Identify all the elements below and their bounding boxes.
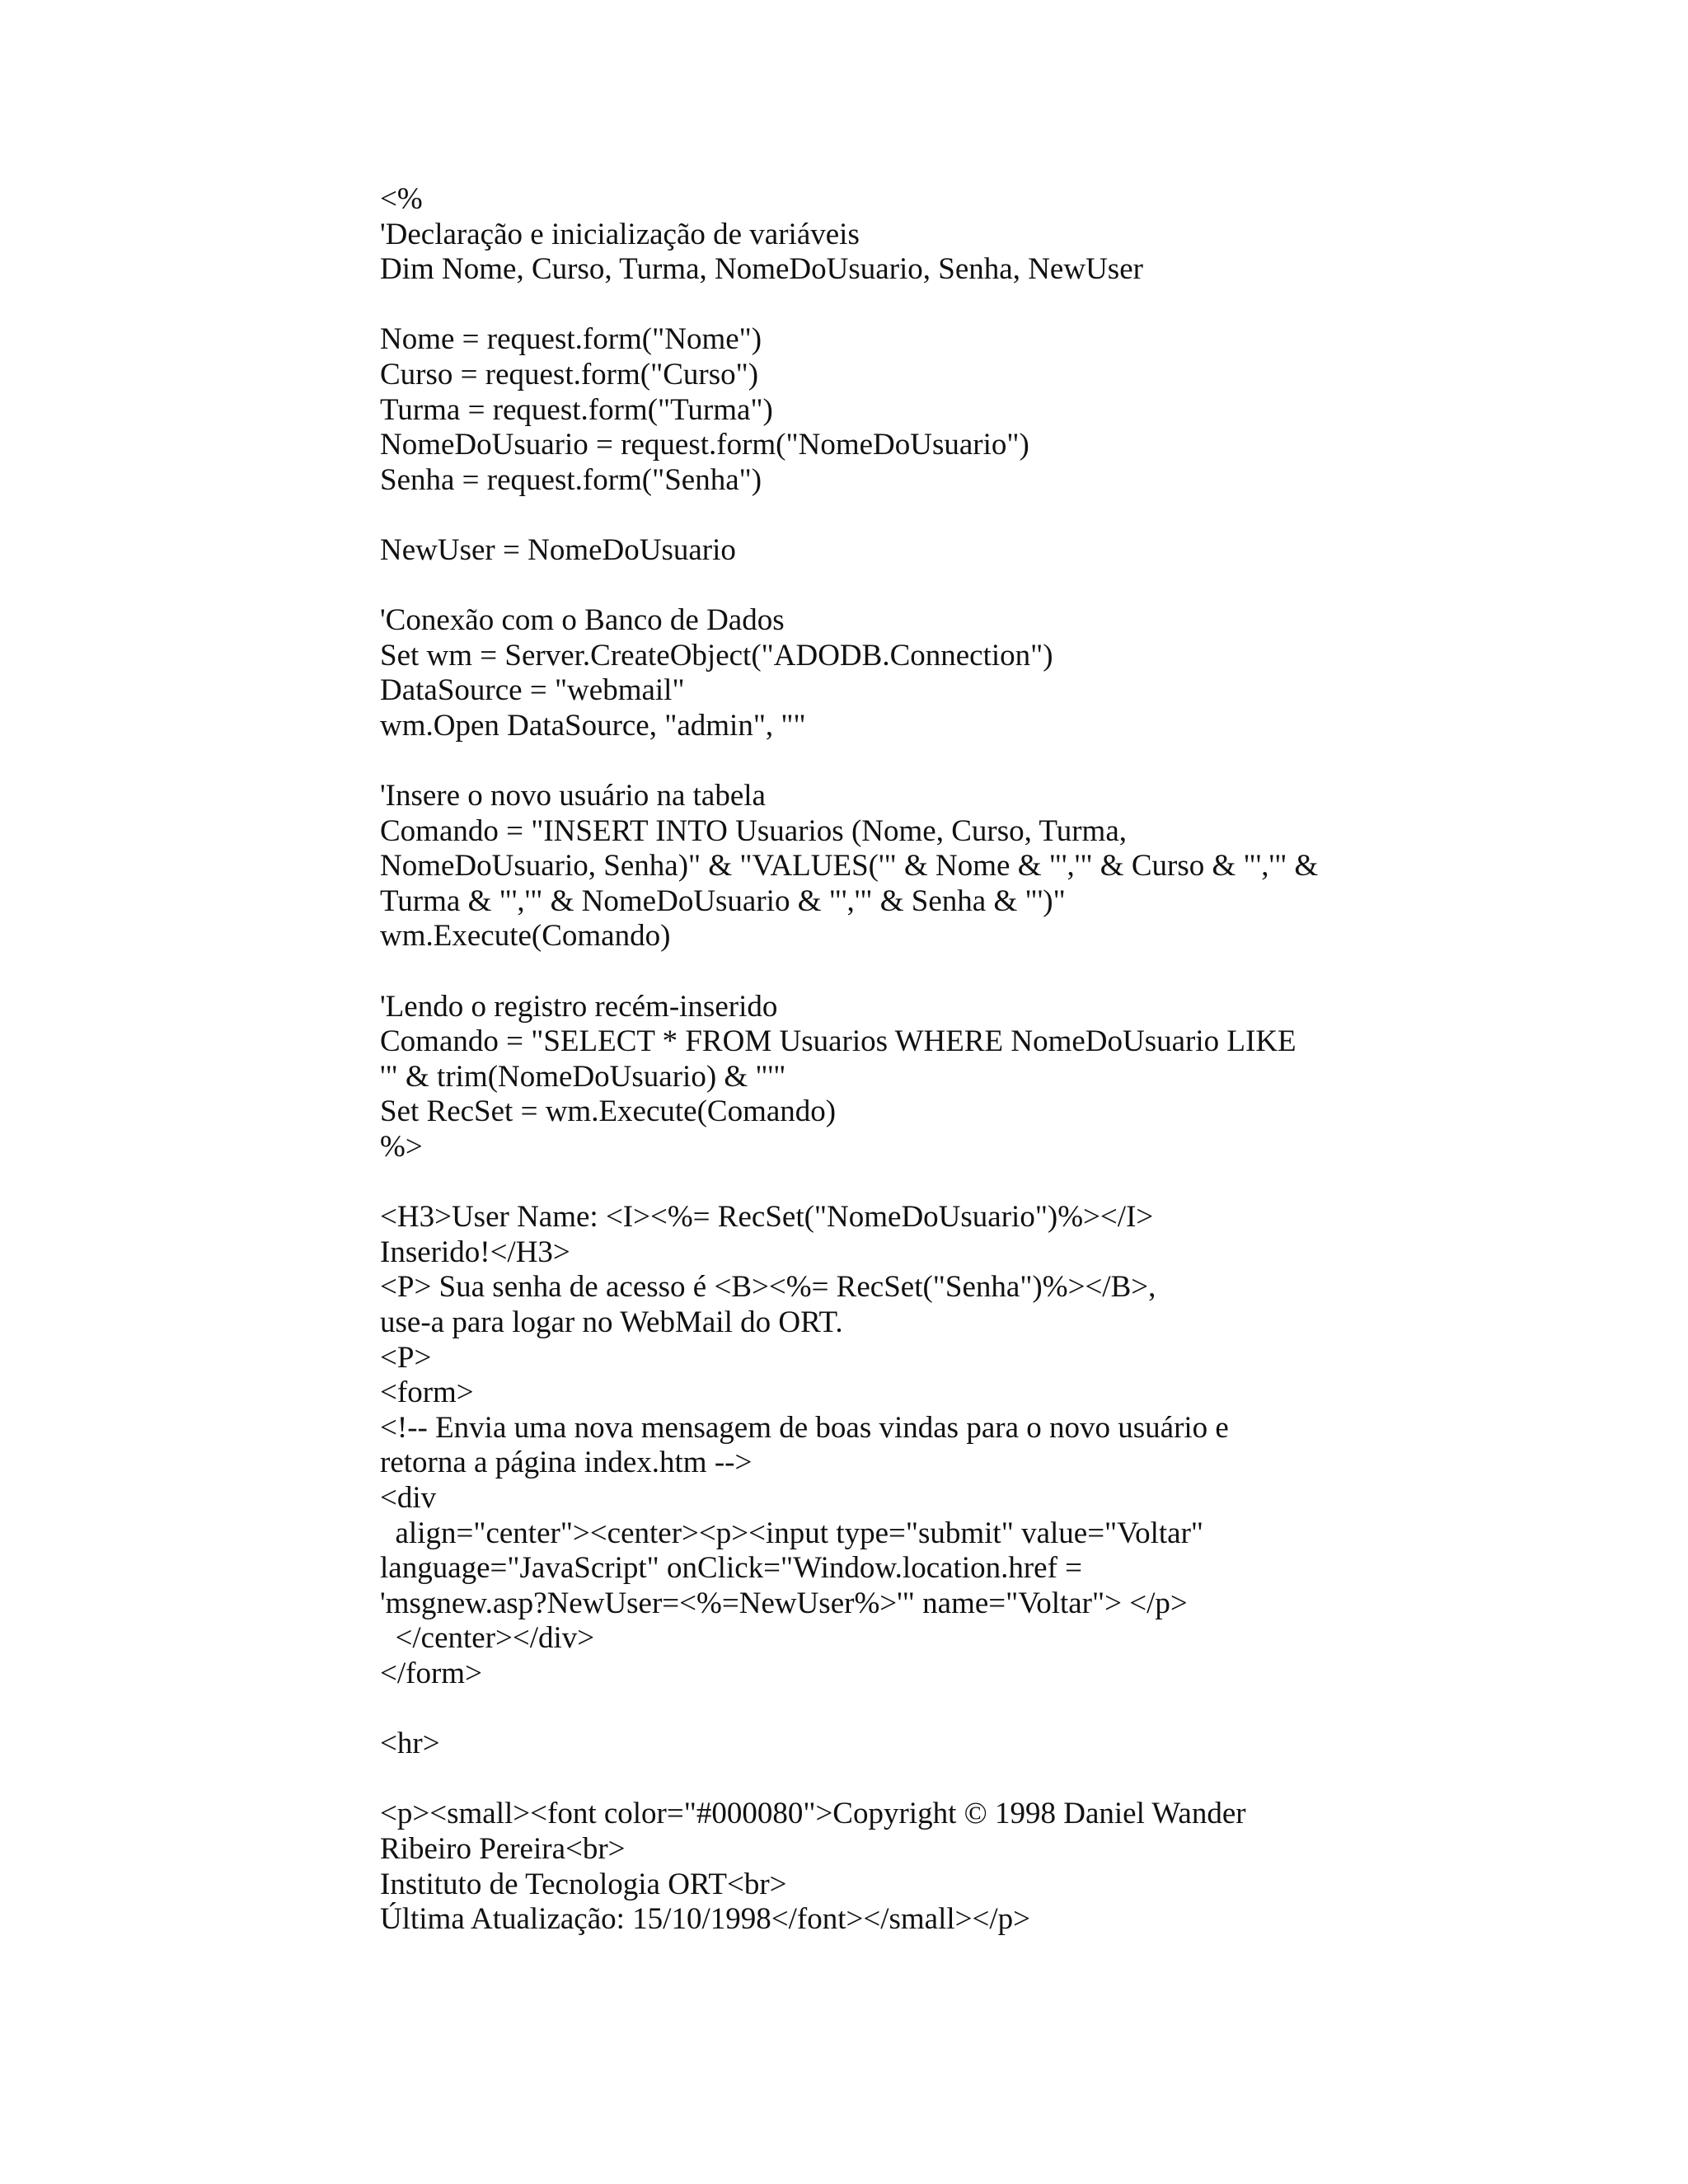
code-line: wm.Execute(Comando): [380, 919, 671, 954]
blank-line: [380, 1762, 1468, 1797]
code-line: Comando = "SELECT * FROM Usuarios WHERE NomeDoUsuario LIKE: [380, 1024, 1296, 1059]
code-line: Nome = request.form("Nome"): [380, 322, 762, 357]
code-line: %>: [380, 1130, 423, 1165]
code-line: Dim Nome, Curso, Turma, NomeDoUsuario, Senha, NewUser: [380, 252, 1143, 287]
code-line: Turma = request.form("Turma"): [380, 392, 773, 427]
code-comment-line: retorna a página index.htm -->: [380, 1446, 753, 1480]
code-line: <P>: [380, 1340, 432, 1375]
code-comment-line: 'Conexão com o Banco de Dados: [380, 603, 785, 638]
code-line: <div: [380, 1480, 437, 1515]
blank-line: [380, 569, 1468, 604]
code-line: Última Atualização: 15/10/1998</font></small></p>: [380, 1902, 1031, 1937]
asp-source-listing: [380, 182, 1468, 1938]
blank-line: [380, 1165, 1468, 1201]
code-line: '" & trim(NomeDoUsuario) & "'": [380, 1059, 786, 1094]
code-line: Turma & "','" & NomeDoUsuario & "','" & Senha & "')": [380, 883, 1066, 918]
code-comment-line: 'Declaração e inicialização de variáveis: [380, 217, 860, 251]
code-line: </center></div>: [380, 1621, 595, 1656]
code-line: <H3>User Name: <I><%= RecSet("NomeDoUsuario")%></I>: [380, 1200, 1154, 1235]
code-line: <hr>: [380, 1727, 440, 1761]
blank-line: [380, 954, 1468, 990]
code-line: Set RecSet = wm.Execute(Comando): [380, 1094, 837, 1129]
code-line: NewUser = NomeDoUsuario: [380, 532, 736, 567]
code-comment-line: <!-- Envia uma nova mensagem de boas vindas para o novo usuário e: [380, 1410, 1229, 1445]
code-line: use-a para logar no WebMail do ORT.: [380, 1305, 843, 1339]
code-line: wm.Open DataSource, "admin", "": [380, 708, 806, 743]
blank-line: [380, 1692, 1468, 1727]
code-line: <P> Sua senha de acesso é <B><%= RecSet("Senha")%></B>,: [380, 1270, 1156, 1305]
code-line: DataSource = "webmail": [380, 673, 685, 708]
blank-line: [380, 498, 1468, 533]
code-comment-line: 'Insere o novo usuário na tabela: [380, 779, 766, 813]
code-line: <p><small><font color="#000080">Copyright © 1998 Daniel Wander: [380, 1797, 1246, 1831]
code-comment-line: 'Lendo o registro recém-inserido: [380, 989, 778, 1024]
code-line: Curso = request.form("Curso"): [380, 357, 759, 391]
code-line: Set wm = Server.CreateObject("ADODB.Connection"): [380, 638, 1053, 673]
code-line: Comando = "INSERT INTO Usuarios (Nome, Curso, Turma,: [380, 813, 1127, 848]
blank-line: [380, 288, 1468, 323]
blank-line: [380, 744, 1468, 780]
code-line: NomeDoUsuario, Senha)" & "VALUES('" & Nome & "','" & Curso & "','" &: [380, 849, 1319, 883]
code-line: Ribeiro Pereira<br>: [380, 1831, 626, 1866]
code-line: <form>: [380, 1376, 474, 1410]
code-line: Instituto de Tecnologia ORT<br>: [380, 1867, 787, 1901]
code-line: </form>: [380, 1656, 482, 1690]
code-line: 'msgnew.asp?NewUser=<%=NewUser%>'" name="Voltar"> </p>: [380, 1586, 1188, 1620]
code-line: Senha = request.form("Senha"): [380, 462, 762, 497]
code-line: language="JavaScript" onClick="Window.location.href =: [380, 1551, 1083, 1586]
code-line: Inserido!</H3>: [380, 1235, 570, 1269]
code-line: align="center"><center><p><input type="submit" value="Voltar": [380, 1516, 1204, 1550]
code-line: NomeDoUsuario = request.form("NomeDoUsuario"): [380, 428, 1029, 462]
code-line: <%: [380, 182, 423, 216]
